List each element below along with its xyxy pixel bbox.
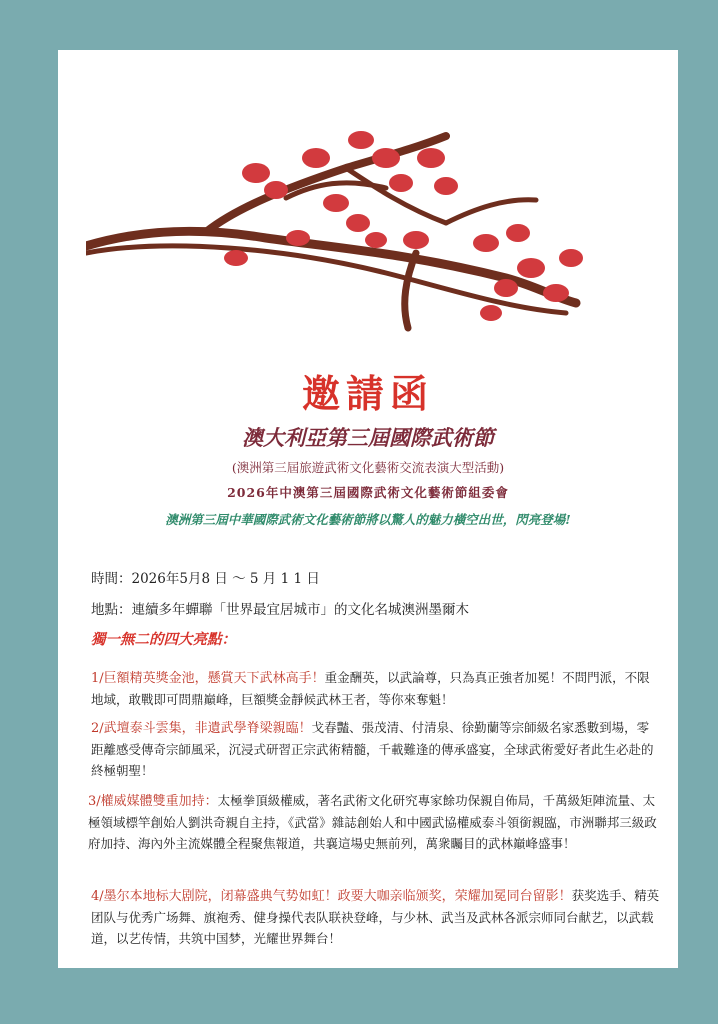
highlight-head: 1/巨額精英獎金池，懸賞天下武林高手！ (91, 671, 325, 686)
plum-blossom-branch-image (86, 128, 586, 338)
highlight-head: 3/權威媒體雙重加持： (88, 794, 218, 809)
highlight-item-3 (88, 790, 658, 854)
invitation-title: 邀請函 (301, 371, 434, 416)
highlight-body: 重金酬英，以武論尊，只為真正強者加冕！不問門派，不限地域，敢戰即可問鼎巔峰，巨額獎金靜候武林王者，等你來奪魁！ (91, 670, 650, 707)
event-time: 時間：2026年5月8 日 ～ 5 月 1 1 日 (91, 571, 320, 587)
invitation-page (58, 50, 678, 968)
highlights-title: 獨一無二的四大亮點： (91, 631, 236, 648)
highlight-body: 获奖选手、精英团队与优秀广场舞、旗袍秀、健身操代表队联袂登峰，与少林、武当及武林各派宗师同台献艺，以武载道，以艺传情，共筑中国梦，光耀世界舞台！ (91, 888, 660, 946)
highlight-body: 太極拳頂級權威，著名武術文化研究專家餘功保親自佈局，千萬級矩陣流量、太極領域標竿創始人劉洪奇親自主持，《武當》雜誌創始人和中國武協權威泰斗領銜親臨，市洲聯邦三級政府加持、海內外主流媒體全程聚焦報道，共襄這場史無前列，萬衆矚目的武林巔峰盛事！ (88, 793, 657, 851)
highlight-item-4 (91, 885, 661, 949)
highlight-item-1 (91, 667, 661, 710)
highlight-head: 4/墨尔本地标大剧院，闭幕盛典气势如虹！政要大咖亲临颁奖，荣耀加冕同台留影！ (91, 889, 572, 904)
event-name: 澳大利亞第三屆國際武術節 (242, 426, 494, 450)
event-place: 地點：連續多年蟬聯「世界最宜居城市」的文化名城澳洲墨爾木 (91, 602, 469, 618)
highlight-head: 2/武壇泰斗雲集，非遺武學脊梁親臨！ (91, 721, 312, 736)
highlight-body: 戈春豔、張茂清、付清泉、徐勤蘭等宗師級名家悉數到場，零距離感受傳奇宗師風采，沉浸式研習正宗武術精髓，千載難逢的傳承盛宴，全球武術愛好者此生必赴的終極朝聖！ (91, 720, 654, 778)
event-description: (澳洲第三屆旅遊武術文化藝術交流表演大型活動) (231, 460, 505, 475)
tagline: 澳洲第三屆中華國際武術文化藝術節將以驚人的魅力橫空出世，閃亮登場! (165, 512, 571, 527)
highlight-item-2 (91, 717, 661, 781)
organizer: 2026年中澳第三屆國際武術文化藝術節組委會 (227, 485, 509, 500)
